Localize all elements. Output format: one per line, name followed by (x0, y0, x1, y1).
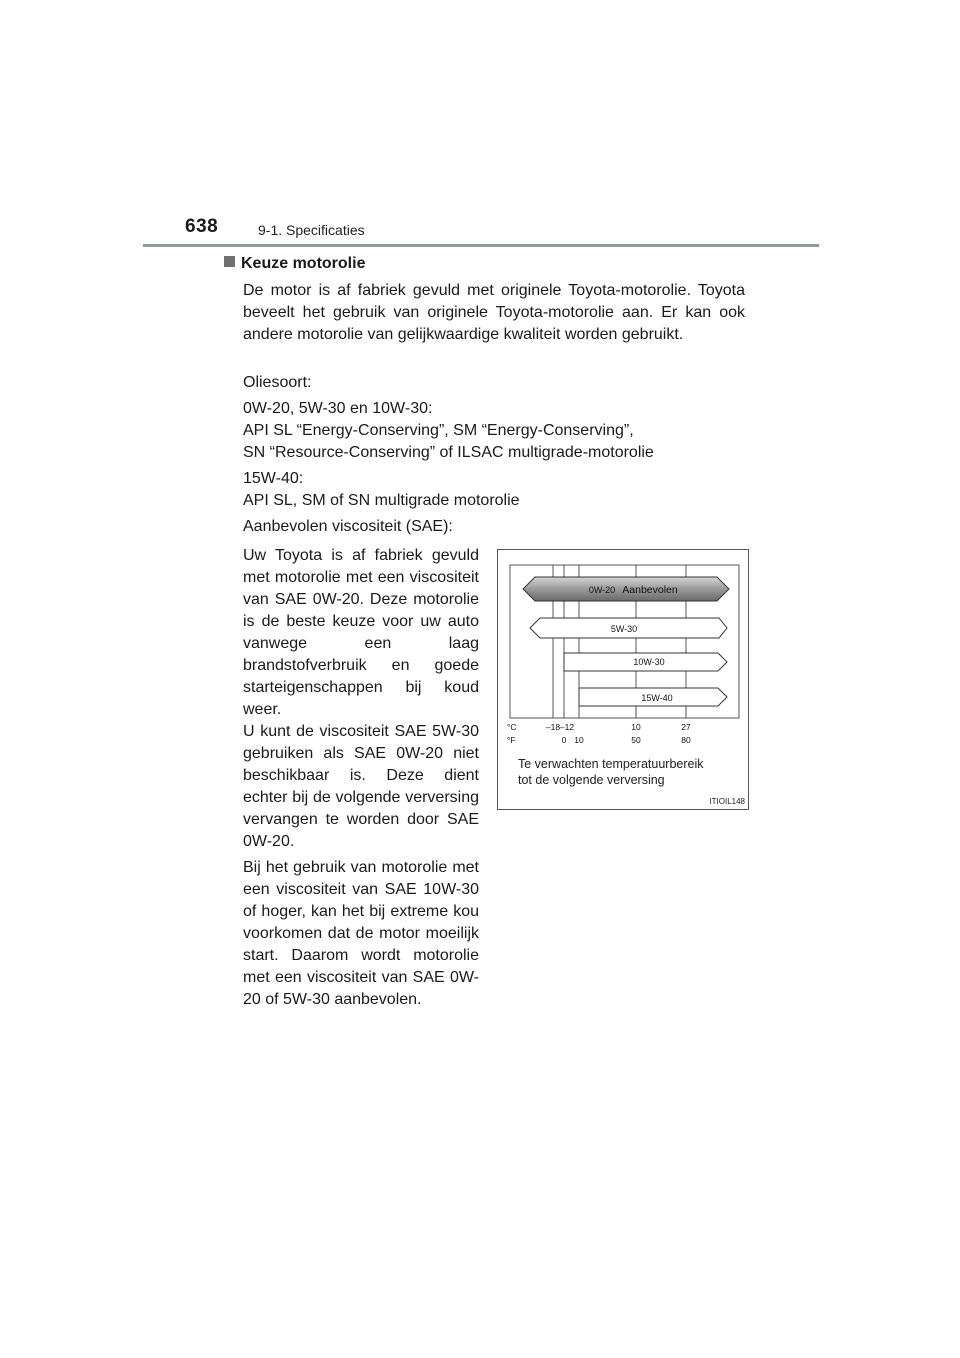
viscosity-chart-figure (497, 549, 749, 810)
oil-type-label: Oliesoort: (243, 374, 312, 391)
grade1-block (243, 398, 745, 464)
unit-fahrenheit: °F (507, 735, 516, 745)
section-title: 9-1. Specificaties (258, 222, 365, 238)
bullet-square-icon (224, 256, 235, 267)
caption-line1: Te verwachten temperatuurbereik (518, 757, 704, 771)
bar-0w20 (523, 577, 729, 601)
grade1-spec-line1: API SL “Energy-Conserving”, SM “Energy-Conserving”, (243, 422, 634, 439)
bar-5w30-label: 5W-30 (610, 624, 638, 634)
tick-c-minus18: –18 (545, 722, 561, 732)
header-divider (143, 244, 819, 247)
tick-f-10: 10 (574, 735, 584, 745)
grade1-spec-line2: SN “Resource-Conserving” of ILSAC multigrade-motorolie (243, 444, 654, 461)
bar-15w40 (579, 688, 727, 706)
grade2-label: 15W-40: (243, 470, 304, 487)
intro-paragraph: De motor is af fabriek gevuld met originele Toyota-motorolie. Toyota beveelt het gebruik van originele Toyota-motorolie aan. Er kan ook andere motorolie van gelijkwaardige kwaliteit worden gebruikt. (243, 282, 745, 343)
grade2-block (243, 468, 745, 512)
bar-10w30 (564, 653, 727, 671)
heading-text: Keuze motorolie (241, 255, 366, 272)
unit-celsius: °C (507, 722, 517, 732)
page-number: 638 (185, 216, 219, 237)
factory-fill-paragraph: Uw Toyota is af fabriek gevuld met motorolie met een viscositeit van SAE 0W-20. Deze motorolie is de beste keuze voor uw auto vanwege een laag brandstofverbruik en goede starteigenschappen bij koud weer. (243, 547, 479, 718)
bar-10w30-label: 10W-30 (633, 657, 665, 667)
bar-0w20-recommended: Aanbevolen (622, 584, 678, 596)
bar-15w40-label: 15W-40 (641, 693, 673, 703)
tick-c-27: 27 (681, 722, 691, 732)
cold-start-paragraph: Bij het gebruik van motorolie met een viscositeit van SAE 10W-30 of hoger, kan het bij extreme kou voorkomen dat de motor moeilijk start. Daarom wordt motorolie met een viscositeit van SAE 0W-20 of 5W-30 aanbevolen. (243, 859, 479, 1008)
bar-0w20-label: 0W-20 (588, 585, 616, 595)
viscosity-label: Aanbevolen viscositeit (SAE): (243, 518, 453, 535)
tick-c-minus12: –12 (559, 722, 575, 732)
caption-line2: tot de volgende verversing (518, 773, 665, 787)
grade2-spec-line1: API SL, SM of SN multigrade motorolie (243, 492, 520, 509)
tick-f-50: 50 (631, 735, 641, 745)
tick-c-10: 10 (631, 722, 641, 732)
alternative-paragraph: U kunt de viscositeit SAE 5W-30 gebruiken als SAE 0W-20 niet beschikbaar is. Deze dient echter bij de volgende verversing vervangen te worden door SAE 0W-20. (243, 723, 479, 850)
grade1-label: 0W-20, 5W-30 en 10W-30: (243, 400, 433, 417)
section-heading (224, 255, 365, 273)
tick-f-0: 0 (561, 735, 567, 745)
tick-f-80: 80 (681, 735, 691, 745)
bar-5w30 (530, 618, 727, 638)
figure-caption (518, 756, 704, 788)
figure-code: ITIOIL148 (709, 797, 745, 806)
